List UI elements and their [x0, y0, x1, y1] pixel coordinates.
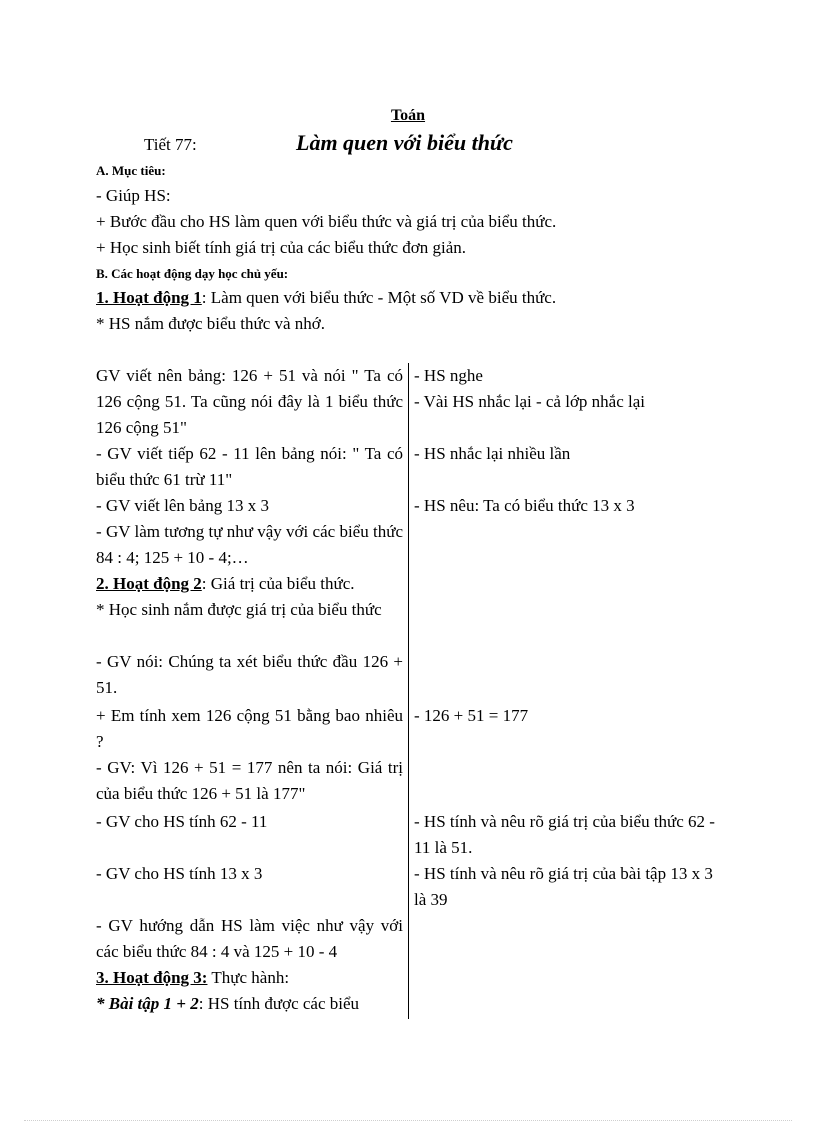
- objectives-heading: A. Mục tiêu:: [96, 163, 166, 178]
- teacher-step: GV viết nên bảng: 126 + 51 và nói " Ta có 126 cộng 51. Ta cũng nói đây là 1 biểu thức 126 cộng 51": [96, 366, 403, 437]
- teacher-step: - GV nói: Chúng ta xét biểu thức đầu 126 + 51.: [96, 652, 403, 697]
- teacher-step: - GV: Vì 126 + 51 = 177 nên ta nói: Giá trị của biểu thức 126 + 51 là 177": [96, 758, 403, 803]
- activity-1-text: : Làm quen với biểu thức - Một số VD về biểu thức.: [201, 288, 557, 307]
- teacher-step: - GV cho HS tính 62 - 11: [96, 812, 268, 831]
- student-step: - HS tính và nêu rõ giá trị của biểu thức 62 - 11 là 51.: [414, 812, 715, 857]
- student-step: - 126 + 51 = 177: [414, 706, 529, 725]
- activity-1: [96, 287, 556, 309]
- table-divider: [408, 363, 409, 1019]
- objective-line: + Học sinh biết tính giá trị của các biểu thức đơn giản.: [96, 238, 467, 257]
- teacher-step: - GV viết tiếp 62 - 11 lên bảng nói: " Ta có biểu thức 61 trừ 11": [96, 444, 403, 489]
- teacher-step: - GV viết lên bảng 13 x 3: [96, 496, 269, 515]
- activities-heading: B. Các hoạt động dạy học chủ yếu:: [96, 266, 289, 281]
- activity-2-text: : Giá trị của biểu thức.: [201, 574, 355, 593]
- student-step: - HS nghe: [414, 366, 483, 385]
- teacher-step: - GV cho HS tính 13 x 3: [96, 864, 263, 883]
- teacher-step: + Em tính xem 126 cộng 51 bằng bao nhiêu ?: [96, 706, 403, 751]
- student-step: - HS tính và nêu rõ giá trị của bài tập 13 x 3 là 39: [414, 864, 713, 909]
- student-step: - HS nhắc lại nhiều lần: [414, 444, 571, 463]
- lesson-number: Tiết 77:: [144, 135, 197, 154]
- activity-1-label: 1. Hoạt động 1: [96, 288, 202, 307]
- student-step: - Vài HS nhắc lại - cả lớp nhắc lại: [414, 392, 646, 411]
- activity-1-goal: * HS nắm được biểu thức và nhớ.: [96, 314, 326, 333]
- activity-2-goal: * Học sinh nắm được giá trị của biểu thức: [96, 600, 382, 619]
- activity-3: [96, 965, 403, 991]
- exercise-line: [96, 991, 403, 1017]
- activity-3-label: 3. Hoạt động 3:: [96, 968, 208, 987]
- page-bottom-edge: [24, 1120, 792, 1121]
- teacher-step: - GV làm tương tự như vậy với các biểu thức 84 : 4; 125 + 10 - 4;…: [96, 522, 403, 567]
- activity-3-text: Thực hành:: [207, 968, 290, 987]
- activity-2-label: 2. Hoạt động 2: [96, 574, 202, 593]
- subject-heading: Toán: [390, 107, 426, 124]
- objective-line: + Bước đầu cho HS làm quen với biểu thức và giá trị của biểu thức.: [96, 212, 557, 231]
- activity-2: [96, 571, 403, 597]
- student-step: - HS nêu: Ta có biểu thức 13 x 3: [414, 496, 635, 515]
- objective-line: - Giúp HS:: [96, 186, 171, 205]
- lesson-title: Làm quen với biểu thức: [296, 130, 513, 155]
- exercise-text: : HS tính được các biểu: [198, 994, 360, 1013]
- exercise-label: * Bài tập 1 + 2: [96, 994, 199, 1013]
- teacher-step: - GV hướng dẫn HS làm việc như vậy với các biểu thức 84 : 4 và 125 + 10 - 4: [96, 916, 403, 961]
